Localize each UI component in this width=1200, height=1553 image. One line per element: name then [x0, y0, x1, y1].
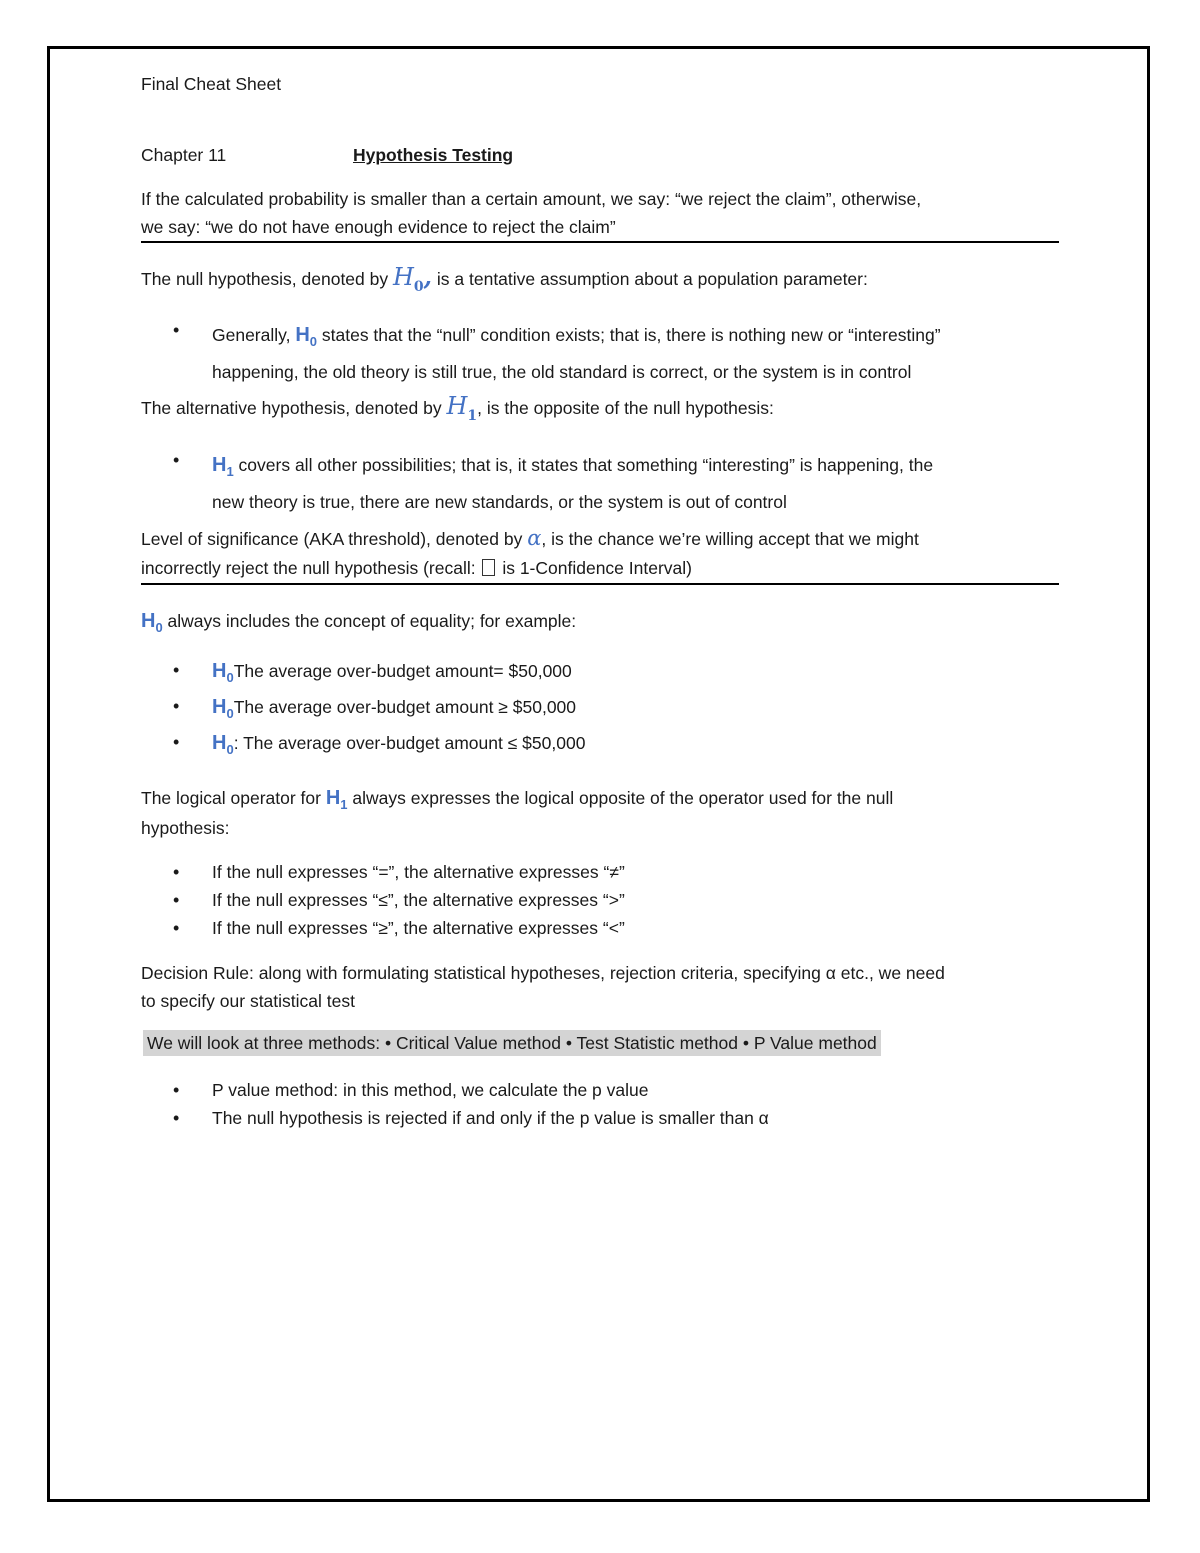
significance-line-2: incorrectly reject the null hypothesis (recall: is 1-Confidence Interval) [141, 558, 692, 578]
list-item: • $H_1$ covers all other possibilities; that is, it states that something “interesting” is happening, the new theory is true, there are new standards, or the system is out of control [141, 450, 1061, 517]
equality-examples [141, 660, 1061, 768]
list-item: • If the null expresses “=”, the alternative expresses “≠” [141, 862, 1061, 890]
divider [141, 241, 1059, 243]
alpha-symbol: α [527, 526, 542, 550]
h1-label: $H_1$ [325, 787, 348, 812]
decision-rule-line-1: Decision Rule: along with formulating statistical hypotheses, rejection criteria, specifying α etc., we need [141, 963, 945, 983]
h0-label: $H_0$ [141, 610, 163, 635]
chapter-heading: Hypothesis Testing [353, 145, 514, 165]
operator-line-1: The logical operator for $H_1$ always expresses the logical opposite of the operator used for the null [141, 787, 894, 812]
list-item: • P value method: in this method, we calculate the p value [141, 1080, 1061, 1108]
divider [141, 583, 1059, 585]
chapter-line [141, 145, 514, 166]
missing-glyph-icon [482, 559, 495, 576]
alternative-hypothesis-definition: The alternative hypothesis, denoted by $H_1$, is the opposite of the null hypothesis: [141, 392, 774, 424]
list-item: • Generally, $H_0$ states that the “null” condition exists; that is, there is nothing new or “interesting” happening, the old theory is still true, the old standard is correct, or the system is in control [141, 320, 1061, 387]
list-item: • If the null expresses “≥”, the alternative expresses “<” [141, 918, 1061, 946]
null-hypothesis-definition: The null hypothesis, denoted by $H_0$, is a tentative assumption about a population parameter: [141, 262, 868, 295]
alternative-hypothesis-bullets [141, 450, 1061, 517]
list-item: • $H_0The$ average over-budget amount ≥ $50,000 [141, 696, 1061, 732]
h0-label: $H_0$ [295, 324, 318, 349]
intro-line-1: If the calculated probability is smaller than a certain amount, we say: “we reject the claim”, otherwise, [141, 189, 922, 209]
equality-intro: $H_0$ always includes the concept of equality; for example: [141, 610, 577, 635]
chapter-label: Chapter 11 [141, 145, 227, 165]
significance-line-1: Level of significance (AKA threshold), denoted by α, is the chance we’re willing accept that we might [141, 526, 919, 550]
operator-rules [141, 862, 1061, 946]
null-hypothesis-bullets [141, 320, 1061, 387]
h1-symbol: $H_1$ [446, 392, 478, 424]
list-item: • If the null expresses “≤”, the alternative expresses “>” [141, 890, 1061, 918]
decision-rule-line-2: to specify our statistical test [141, 991, 355, 1011]
document-title: Final Cheat Sheet [141, 74, 282, 94]
list-item: • $H_0The$ average over-budget amount= $50,000 [141, 660, 1061, 696]
list-item: • $H_0$: The average over-budget amount ≤ $50,000 [141, 732, 1061, 768]
h0-symbol: $H_0$, [392, 262, 433, 295]
methods-highlight: We will look at three methods: • Critical Value method • Test Statistic method • P Value method [143, 1033, 881, 1054]
list-item: • The null hypothesis is rejected if and only if the p value is smaller than α [141, 1108, 1061, 1136]
operator-line-2: hypothesis: [141, 818, 230, 838]
intro-line-2: we say: “we do not have enough evidence to reject the claim” [141, 217, 616, 237]
h1-label: $H_1$ [212, 454, 234, 479]
methods-bullets [141, 1080, 1061, 1136]
